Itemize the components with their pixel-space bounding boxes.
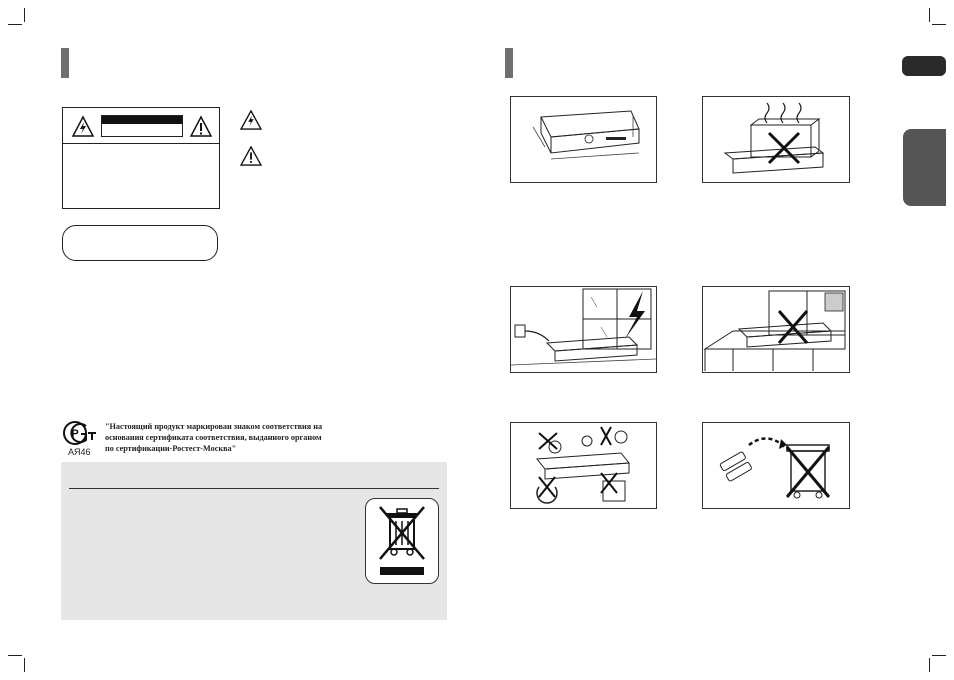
disposal-panel [61, 462, 447, 620]
right-header-bar [505, 48, 513, 78]
certification-mark-code: АЯ46 [68, 447, 91, 457]
crop-mark [929, 8, 930, 22]
certification-text-line-1: "Настоящий продукт маркирован знаком соответствия на [105, 422, 323, 431]
exclamation-triangle-icon [189, 115, 213, 139]
illustration-battery-disposal [702, 422, 850, 509]
caution-label-band [102, 116, 182, 124]
disposal-panel-rule [69, 488, 439, 489]
illustration-no-sunlight [702, 286, 850, 373]
caution-box-divider [63, 143, 219, 144]
no-objects-drawing [511, 423, 656, 508]
illustration-ventilation [510, 96, 657, 183]
note-rounded-box [62, 225, 218, 261]
svg-text:Р: Р [71, 428, 79, 440]
caution-box [62, 107, 220, 209]
ventilation-drawing [511, 97, 656, 182]
caution-label-plate [101, 115, 183, 137]
crop-mark [932, 24, 946, 25]
certification-text-line-3: по сертификации-Ростест-Москва" [105, 444, 237, 453]
left-header-bar [61, 48, 69, 78]
certification-text-line-2: основания сертификата соответствия, выданного органом [105, 433, 322, 442]
illustration-lightning-storm [510, 286, 657, 373]
no-heat-drawing [703, 97, 849, 182]
crop-mark [8, 655, 22, 656]
crossed-bin-icon [376, 505, 428, 561]
battery-disposal-drawing [703, 423, 849, 508]
weee-black-bar [380, 567, 424, 575]
illustration-no-heat [702, 96, 850, 183]
crop-mark [8, 24, 22, 25]
crop-mark [932, 655, 946, 656]
weee-badge [365, 498, 439, 584]
illustration-no-objects [510, 422, 657, 509]
crop-mark [24, 658, 25, 672]
section-tab [903, 129, 946, 206]
exclamation-triangle-icon [240, 146, 262, 166]
lightning-triangle-icon [71, 115, 95, 139]
no-sunlight-drawing [703, 287, 849, 372]
crop-mark [929, 658, 930, 672]
language-tab [902, 56, 946, 76]
lightning-storm-drawing [511, 287, 656, 372]
pct-mark-icon [62, 420, 98, 446]
crop-mark [24, 8, 25, 22]
lightning-triangle-icon [240, 110, 262, 130]
